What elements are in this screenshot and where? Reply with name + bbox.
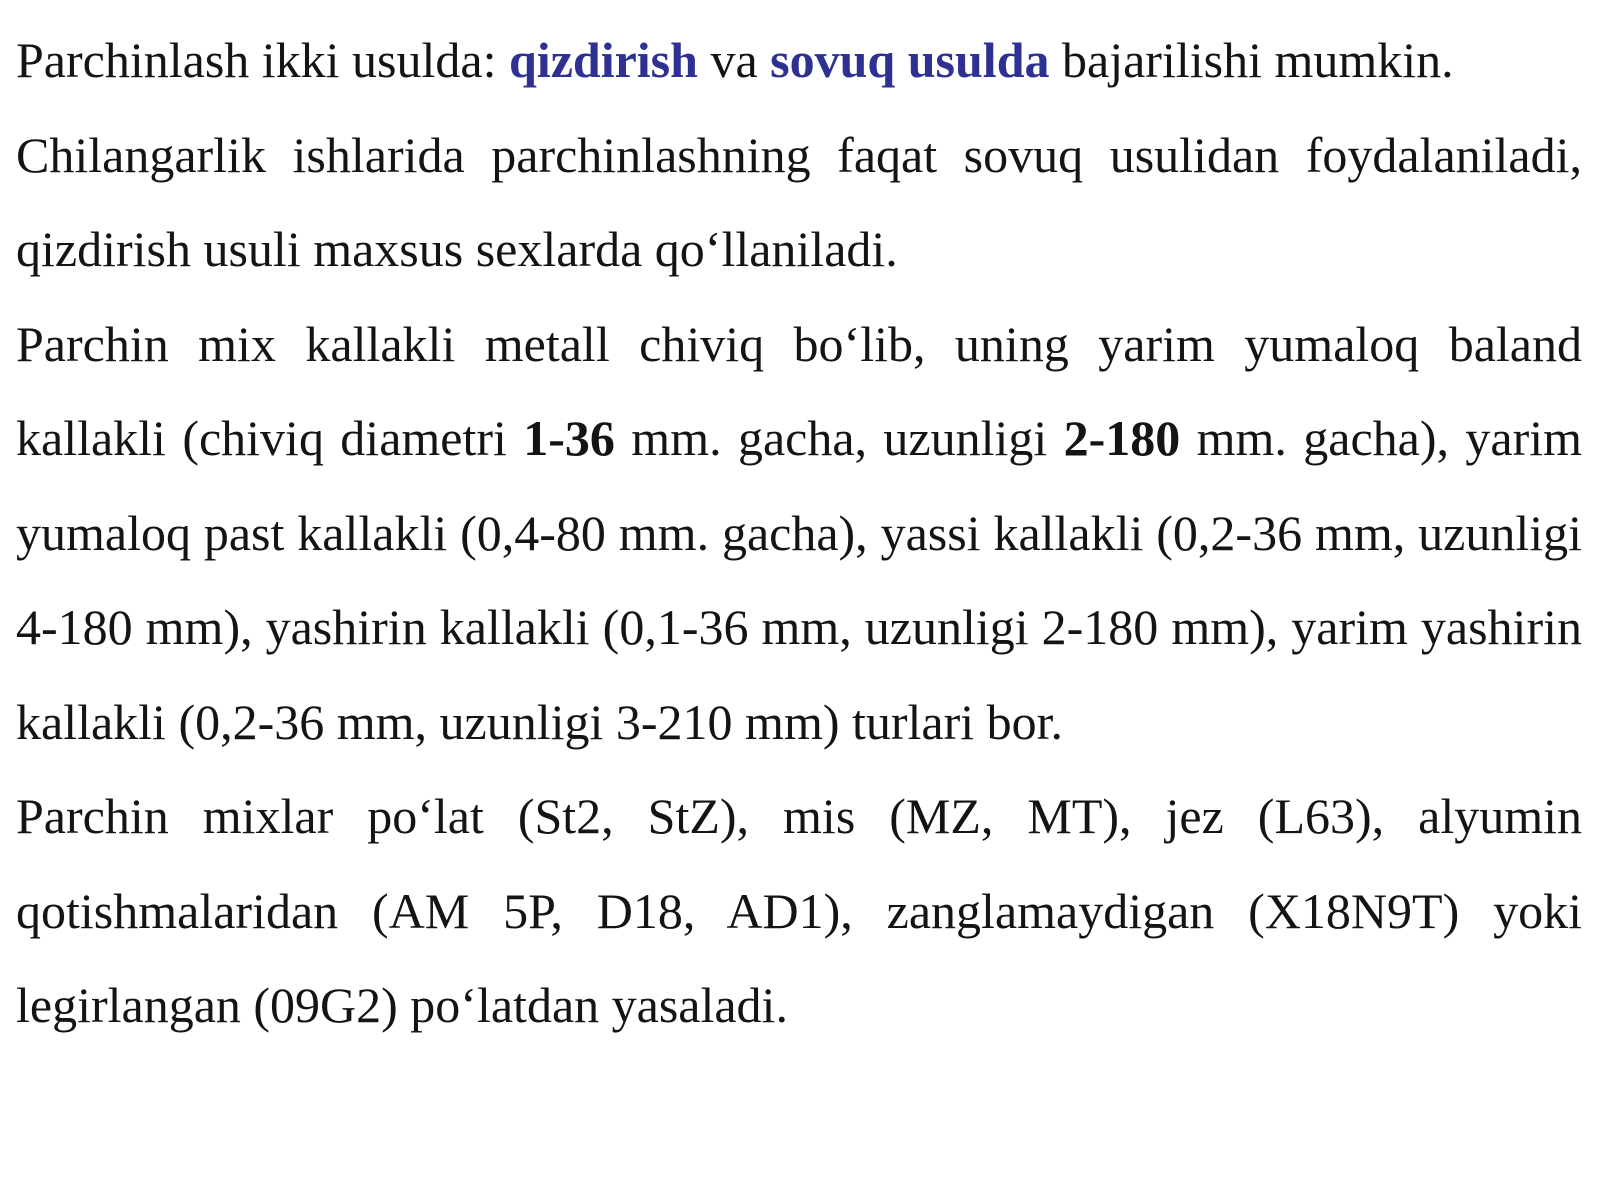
p3-text-2: mm. gacha, uzunligi: [614, 410, 1064, 466]
length-range: 2-180: [1063, 410, 1181, 466]
p1-text-1: Parchinlash ikki usulda:: [16, 32, 509, 88]
keyword-heating: qizdirish: [509, 32, 698, 88]
paragraph-riveting-methods: [16, 13, 1582, 108]
p1-text-3: bajarilishi mumkin.: [1049, 32, 1454, 88]
keyword-cold-method: sovuq usulda: [770, 32, 1050, 88]
paragraph-rivet-materials: Parchin mixlar po‘lat (St2, StZ), mis (MZ, MT), jez (L63), alyumin qotishmalaridan (AM 5P, D18, AD1), zanglamaydigan (X18N9T) yoki legirlangan (09G2) po‘latdan yasaladi.: [16, 788, 1582, 1033]
paragraph-rivet-types: [16, 297, 1582, 770]
p3-text-1: Parchin mix kallakli metall chiviq bo‘lib, uning yarim yumaloq baland kallakli (chiviq diametri: [16, 315, 1582, 466]
paragraph-metalwork-usage: Chilangarlik ishlarida parchinlashning faqat sovuq usulidan foydalaniladi, qizdirish usuli maxsus sexlarda qo‘llaniladi.: [16, 126, 1582, 277]
diameter-range: 1-36: [523, 410, 615, 466]
p1-text-2: va: [697, 32, 771, 88]
p3-text-3: mm. gacha), yarim yumaloq past kallakli (0,4-80 mm. gacha), yassi kallakli (0,2-36 mm, uzunligi 4-180 mm), yashirin kallakli (0,1-36 mm, uzunligi 2-180 mm), yarim yashirin kallakli (0,2-36 mm, uzunligi 3-210 mm) turlari bor.: [16, 410, 1583, 750]
